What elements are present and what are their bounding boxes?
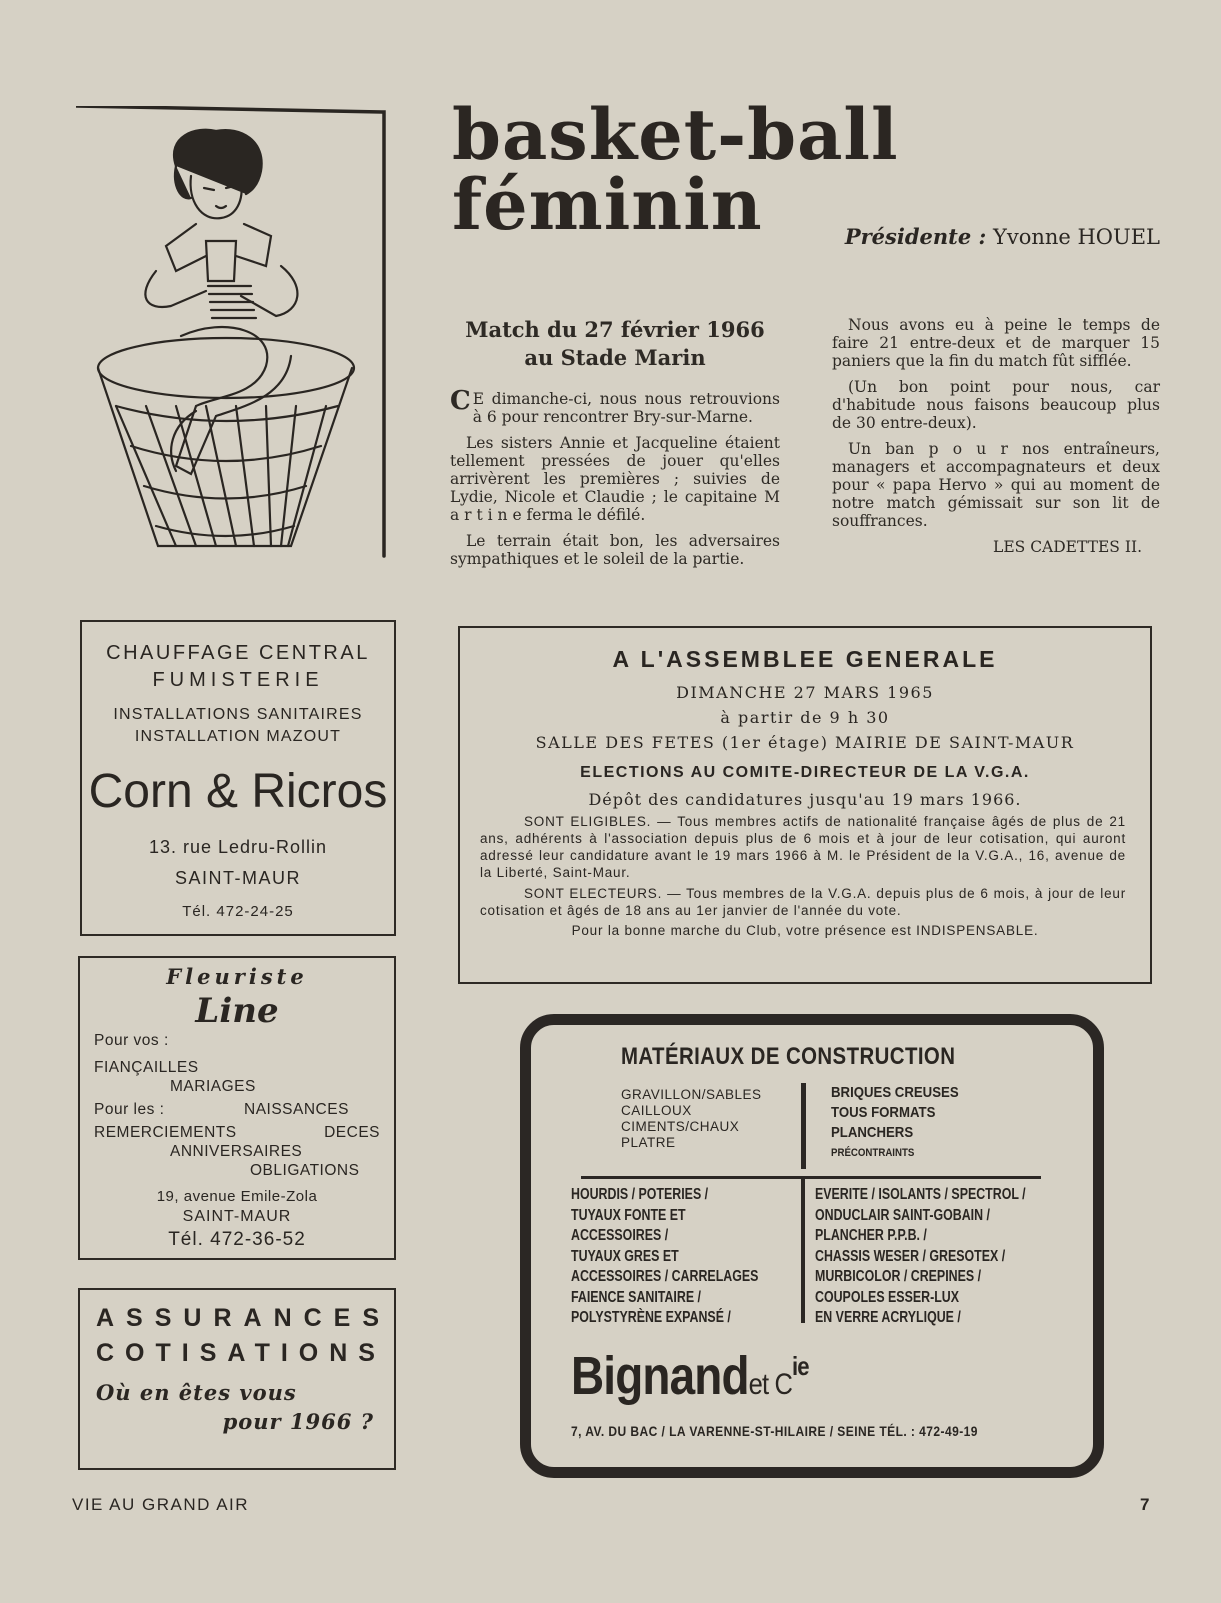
list-item: PLATRE <box>621 1135 676 1150</box>
ad-fleuriste-city: SAINT-MAUR <box>182 1208 292 1225</box>
ad-fleuriste-pour-vos: Pour vos : <box>94 1032 169 1049</box>
ad-fleuriste-remerciements: REMERCIEMENTS <box>94 1124 237 1141</box>
list-item: EN VERRE ACRYLIQUE / <box>815 1309 961 1326</box>
presidente-name: Yvonne HOUEL <box>992 225 1160 249</box>
ad-materiaux-right-bottom <box>815 1185 1026 1329</box>
article-paragraph <box>450 386 780 426</box>
ad-chauffage-address: 13. rue Ledru-Rollin <box>148 837 328 857</box>
list-item: ACCESSOIRES / <box>571 1227 669 1244</box>
list-item: MURBICOLOR / CREPINES / <box>815 1268 982 1285</box>
assemblee-depot: Dépôt des candidatures jusqu'au 19 mars 1966. <box>588 790 1022 809</box>
ad-chauffage-line4: INSTALLATION MAZOUT <box>134 728 342 745</box>
article-signature: LES CADETTES II. <box>993 538 1142 556</box>
list-item: HOURDIS / POTERIES / <box>571 1186 709 1203</box>
assemblee-footer: Pour la bonne marche du Club, votre présence est INDISPENSABLE. <box>571 923 1039 938</box>
assemblee-elections: ELECTIONS AU COMITE-DIRECTEUR DE LA V.G.A. <box>580 764 1030 781</box>
ad-materiaux-footer: 7, AV. DU BAC / LA VARENNE-ST-HILAIRE / SEINE TÉL. : 472-49-19 <box>571 1423 978 1439</box>
article-paragraph-text: E dimanche-ci, nous nous retrouvions à 6 pour rencontrer Bry-sur-Marne. <box>472 390 780 426</box>
ad-materiaux <box>520 1014 1104 1478</box>
presidente-label: Présidente : <box>844 224 987 249</box>
ad-chauffage-line1: CHAUFFAGE CENTRAL <box>106 642 370 664</box>
assemblee-generale-notice <box>458 626 1152 984</box>
article-column-1 <box>450 316 780 576</box>
brand-sup: ie <box>792 1351 809 1381</box>
ad-chauffage-line3: INSTALLATIONS SANITAIRES <box>113 706 363 723</box>
ad-fleuriste-tel: Tél. 472-36-52 <box>168 1229 306 1250</box>
drop-cap: C <box>450 386 471 416</box>
ad-assurances-line1: ASSURANCES <box>96 1304 392 1332</box>
ad-materiaux-brand <box>571 1345 809 1407</box>
ad-chauffage-brand: Corn & Ricros <box>88 765 388 818</box>
article-headline: Match du 27 février 1966 <box>465 317 765 342</box>
list-item: GRAVILLON/SABLES <box>621 1087 762 1102</box>
list-item: ONDUCLAIR SAINT-GOBAIN / <box>815 1206 990 1224</box>
page-title: basket-ball féminin <box>452 93 899 246</box>
ad-assurances-line2: COTISATIONS <box>96 1339 386 1367</box>
ad-chauffage <box>80 620 396 936</box>
ad-fleuriste-title: Fleuriste <box>166 964 308 989</box>
ad-materiaux-left-top <box>621 1087 762 1151</box>
list-item: PLANCHER P.P.B. / <box>815 1227 927 1244</box>
article-paragraph: (Un bon point pour nous, car d'habitude nous faisons beaucoup plus de 30 entre-deux). <box>832 378 1160 432</box>
ad-chauffage-city: SAINT-MAUR <box>174 868 301 888</box>
ad-materiaux-left-bottom <box>571 1185 758 1329</box>
ad-fleuriste-address: 19, avenue Emile-Zola <box>156 1188 318 1205</box>
article-column-2 <box>832 316 1160 556</box>
ad-materiaux-title: MATÉRIAUX DE CONSTRUCTION <box>621 1043 956 1070</box>
brand-name: Bignand <box>571 1346 749 1406</box>
brand-suffix: et C <box>748 1368 793 1401</box>
assemblee-eligibles: SONT ELIGIBLES. — Tous membres actifs de nationalité française âgés de plus de 21 ans, adhérents à l'association depuis plus de 6 mois et à jour de leur cotisation, qui auront adressé leur candidature avant le 19 mars 1966 à M. le Président de la V.G.A., 16, avenue de la Liberté, Saint-Maur. <box>480 814 1126 880</box>
list-item: COUPOLES ESSER-LUX <box>815 1288 959 1306</box>
article-subheadline: au Stade Marin <box>524 345 706 370</box>
ad-fleuriste-row <box>94 1100 394 1119</box>
presidente-line <box>700 224 1160 249</box>
article-paragraph: Nous avons eu à peine le temps de faire 21 entre-deux et de marquer 15 paniers que la fin du match fût sifflée. <box>832 316 1160 370</box>
assemblee-time: à partir de 9 h 30 <box>720 708 890 727</box>
ad-fleuriste-obligations: OBLIGATIONS <box>250 1162 360 1179</box>
list-item: TOUS FORMATS <box>831 1104 936 1121</box>
ad-fleuriste-mariages: MARIAGES <box>170 1078 256 1095</box>
assemblee-electeurs: SONT ELECTEURS. — Tous membres de la V.G.A. depuis plus de 6 mois, à jour de leur cotisation et âgés de 18 ans au 1er janvier de l'année du vote. <box>480 886 1126 918</box>
list-item: CAILLOUX <box>621 1103 692 1118</box>
divider <box>801 1179 805 1323</box>
ad-fleuriste-fiancailles: FIANÇAILLES <box>94 1059 199 1076</box>
assemblee-place: SALLE DES FETES (1er étage) MAIRIE DE SAINT-MAUR <box>535 733 1075 752</box>
ad-fleuriste-anniversaires: ANNIVERSAIRES <box>170 1143 303 1160</box>
list-item: TUYAUX FONTE ET <box>571 1206 686 1224</box>
list-item: EVERITE / ISOLANTS / SPECTROL / <box>815 1186 1026 1203</box>
list-item: PRÉCONTRAINTS <box>831 1147 915 1159</box>
article-paragraph: Le terrain était bon, les adversaires sympathiques et le soleil de la partie. <box>450 532 780 568</box>
page-number: 7 <box>1140 1495 1150 1514</box>
list-item: POLYSTYRÈNE EXPANSÉ / <box>571 1309 731 1326</box>
list-item: TUYAUX GRES ET <box>571 1247 679 1265</box>
ad-fleuriste-pour-les: Pour les : <box>94 1101 165 1118</box>
list-item: PLANCHERS <box>831 1124 914 1141</box>
ad-chauffage-line2: FUMISTERIE <box>152 669 324 691</box>
ad-assurances <box>78 1288 396 1470</box>
divider <box>801 1083 806 1169</box>
article-paragraph: Les sisters Annie et Jacqueline étaient tellement pressées de jouer qu'elles arrivèrent les premières ; suivies de Lydie, Nicole et Claudie ; le capitaine M a r t i n e ferma le défilé. <box>450 434 780 524</box>
ad-fleuriste <box>78 956 396 1260</box>
list-item: BRIQUES CREUSES <box>831 1084 959 1101</box>
assemblee-title: A L'ASSEMBLEE GENERALE <box>612 646 998 672</box>
ad-assurances-line4: pour 1966 ? <box>222 1409 374 1434</box>
ad-fleuriste-brand: Line <box>195 991 279 1031</box>
ad-fleuriste-row <box>94 1123 380 1142</box>
ad-assurances-line3: Où en êtes vous <box>96 1380 297 1405</box>
list-item: FAIENCE SANITAIRE / <box>571 1288 701 1306</box>
ad-materiaux-right-top <box>831 1083 959 1163</box>
assemblee-date: DIMANCHE 27 MARS 1965 <box>676 683 934 702</box>
basketball-player-illustration <box>76 106 394 576</box>
divider <box>581 1176 1041 1179</box>
article-paragraph: Un ban p o u r nos entraîneurs, managers et accompagnateurs et deux pour « papa Hervo » qui au moment de notre match gémissait sur son lit de souffrances. <box>832 440 1160 530</box>
list-item: ACCESSOIRES / CARRELAGES <box>571 1268 759 1285</box>
ad-chauffage-tel: Tél. 472-24-25 <box>182 903 294 920</box>
list-item: CIMENTS/CHAUX <box>621 1119 740 1134</box>
ad-fleuriste-naissances: NAISSANCES <box>244 1101 349 1118</box>
ad-fleuriste-deces: DECES <box>324 1124 380 1141</box>
footer-publication: VIE AU GRAND AIR <box>72 1495 250 1514</box>
list-item: CHASSIS WESER / GRESOTEX / <box>815 1247 1006 1265</box>
